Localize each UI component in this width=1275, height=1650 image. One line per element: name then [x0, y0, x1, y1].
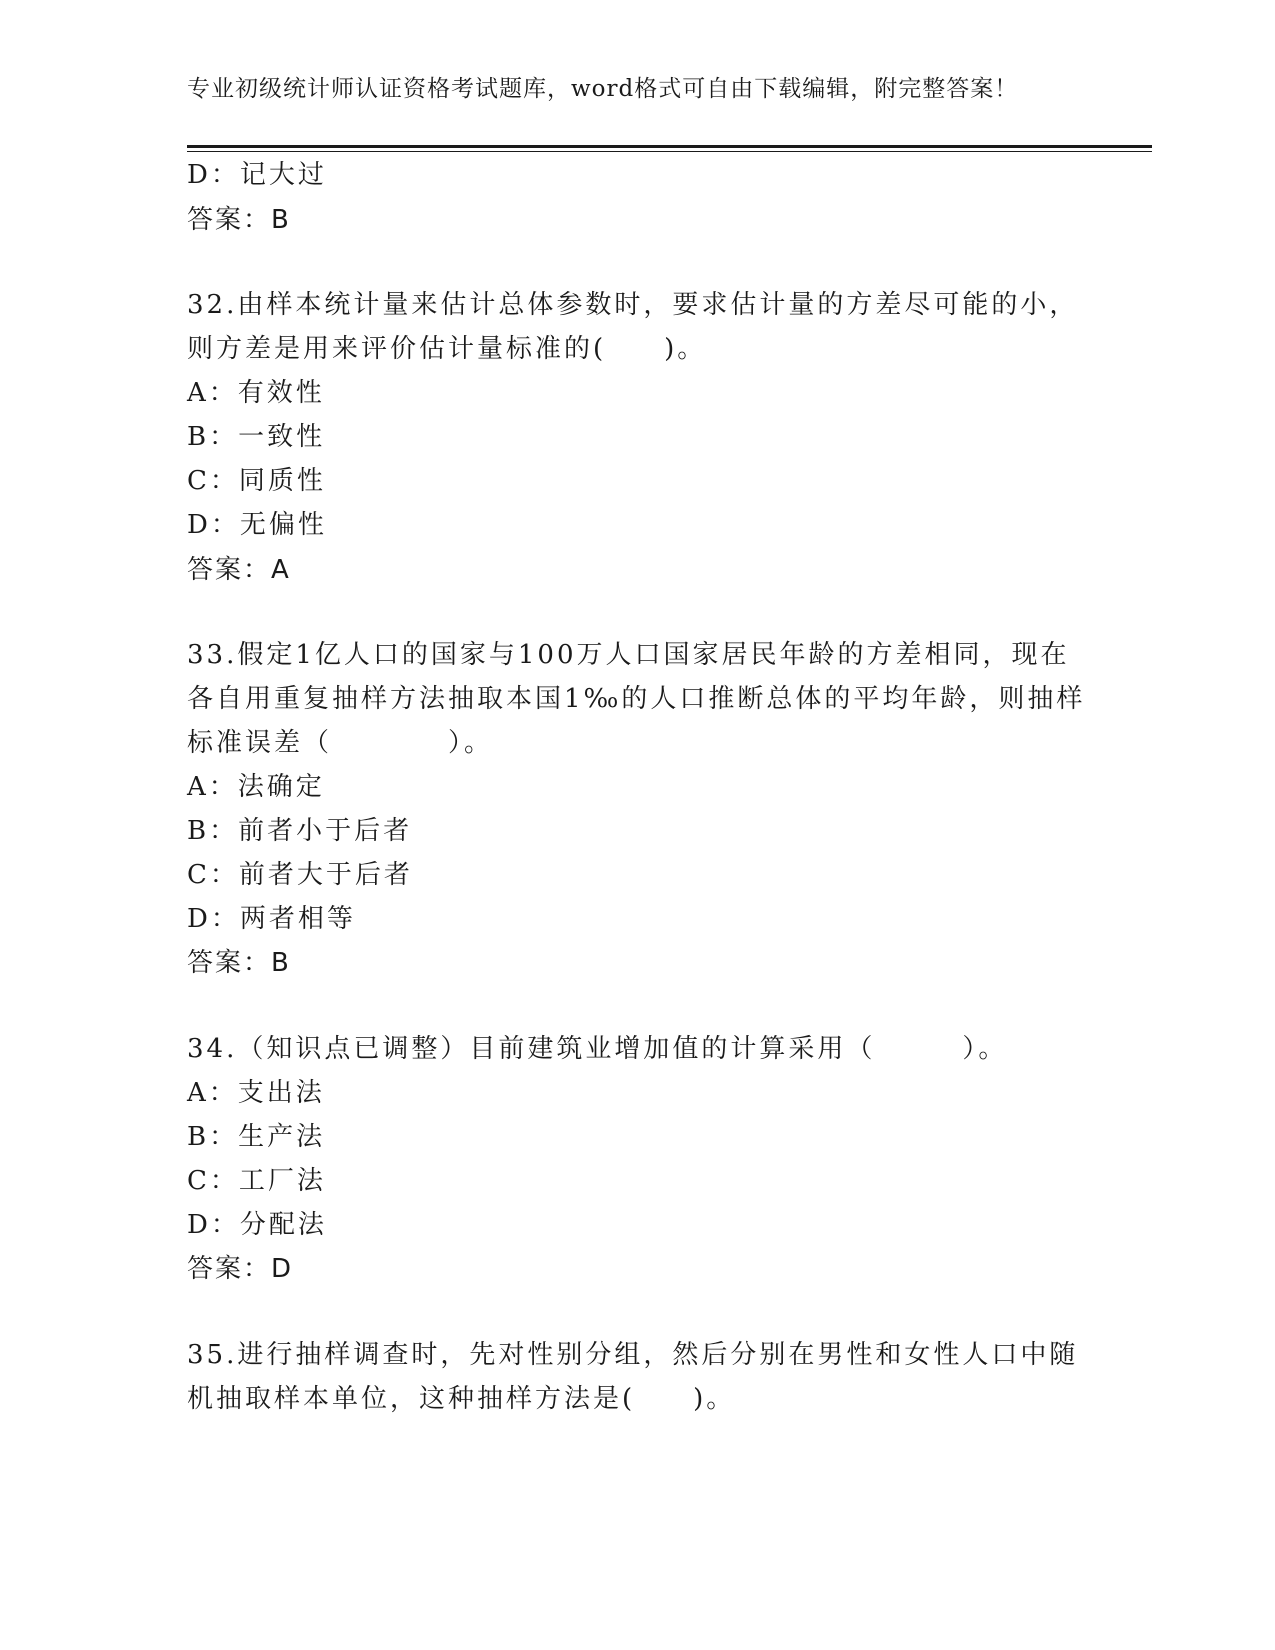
question-34-option-d: D：分配法 [187, 1210, 327, 1240]
question-35-line-2: 机抽取样本单位，这种抽样方法是( )。 [187, 1384, 736, 1414]
question-33-line-1: 33.假定1亿人口的国家与100万人口国家居民年龄的方差相同，现在 [187, 640, 1070, 670]
question-33-line-3: 标准误差（ ）。 [187, 728, 494, 758]
prev-question-option-d: D：记大过 [187, 160, 327, 190]
question-32-line-2: 则方差是用来评价估计量标准的( )。 [187, 334, 707, 364]
question-32-option-d: D：无偏性 [187, 510, 327, 540]
prev-question-answer: 答案：B [187, 205, 291, 235]
question-32-option-c: C：同质性 [187, 466, 326, 496]
header-divider [187, 145, 1152, 152]
question-32-line-1: 32.由样本统计量来估计总体参数时，要求估计量的方差尽可能的小， [187, 290, 1079, 320]
question-35-line-1: 35.进行抽样调查时，先对性别分组，然后分别在男性和女性人口中随 [187, 1340, 1079, 1370]
question-33-option-a: A：法确定 [187, 772, 325, 802]
question-33-option-d: D：两者相等 [187, 904, 356, 934]
question-34-line-1: 34.（知识点已调整）目前建筑业增加值的计算采用（ ）。 [187, 1034, 1008, 1064]
question-33-answer: 答案：B [187, 948, 291, 978]
question-33-option-c: C：前者大于后者 [187, 860, 413, 890]
page-header: 专业初级统计师认证资格考试题库，word格式可自由下载编辑，附完整答案！ [187, 76, 1019, 102]
question-32-option-a: A：有效性 [187, 378, 325, 408]
question-34-answer: 答案：D [187, 1254, 294, 1284]
question-34-option-a: A：支出法 [187, 1078, 325, 1108]
question-34-option-b: B：生产法 [187, 1122, 326, 1152]
question-32-option-b: B：一致性 [187, 422, 326, 452]
question-34-option-c: C：工厂法 [187, 1166, 326, 1196]
question-33-line-2: 各自用重复抽样方法抽取本国1‰的人口推断总体的平均年龄，则抽样 [187, 684, 1086, 714]
question-32-answer: 答案：A [187, 555, 291, 585]
question-33-option-b: B：前者小于后者 [187, 816, 413, 846]
